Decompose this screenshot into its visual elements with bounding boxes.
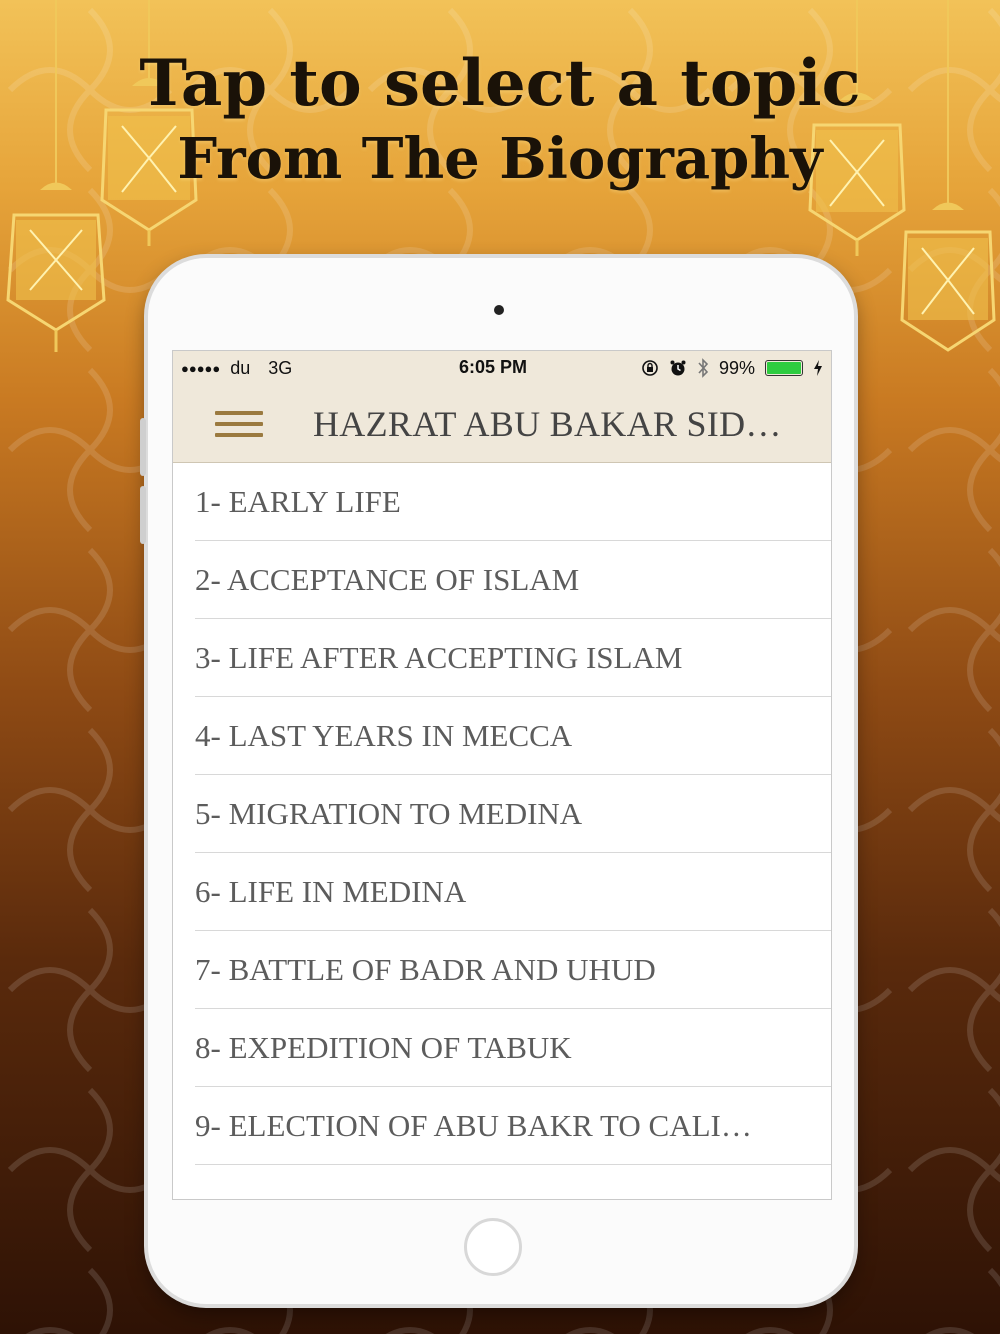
carrier-label: du [230, 357, 251, 378]
topic-list-item[interactable]: 4- LAST YEARS IN MECCA [195, 697, 831, 775]
promo-headline [0, 48, 1000, 190]
topic-list-item[interactable]: 9- ELECTION OF ABU BAKR TO CALI… [195, 1087, 831, 1165]
network-type-label: 3G [268, 357, 293, 378]
topic-list-item[interactable]: 2- ACCEPTANCE OF ISLAM [195, 541, 831, 619]
device-side-button [140, 486, 146, 544]
alarm-icon [669, 359, 687, 377]
headline-line-2: From The Biography [177, 125, 823, 192]
topic-list-item[interactable]: 1- EARLY LIFE [195, 463, 831, 541]
topic-list-item[interactable]: 3- LIFE AFTER ACCEPTING ISLAM [195, 619, 831, 697]
battery-fill [767, 362, 801, 374]
status-time: 6:05 PM [459, 357, 528, 377]
orientation-lock-icon [641, 359, 659, 377]
device-side-button [140, 418, 146, 476]
battery-percent: 99% [718, 357, 755, 378]
headline-line-1: Tap to select a topic [139, 46, 861, 121]
hamburger-menu-icon[interactable] [215, 404, 263, 444]
battery-icon [765, 360, 803, 376]
topic-list [173, 463, 831, 1165]
topic-list-item[interactable]: 5- MIGRATION TO MEDINA [195, 775, 831, 853]
app-navbar [173, 385, 831, 463]
home-button[interactable] [464, 1218, 522, 1276]
topic-list-item[interactable]: 6- LIFE IN MEDINA [195, 853, 831, 931]
front-camera [494, 305, 504, 315]
topic-list-item[interactable]: 8- EXPEDITION OF TABUK [195, 1009, 831, 1087]
signal-strength-icon: ●●●●● [181, 360, 221, 376]
bluetooth-icon [697, 358, 709, 378]
topic-list-item[interactable]: 7- BATTLE OF BADR AND UHUD [195, 931, 831, 1009]
page-title: HAZRAT ABU BAKAR SID… [313, 403, 782, 444]
app-screen [172, 350, 832, 1200]
status-bar [173, 351, 831, 385]
tablet-device-frame [148, 258, 854, 1304]
charging-bolt-icon [813, 360, 823, 376]
